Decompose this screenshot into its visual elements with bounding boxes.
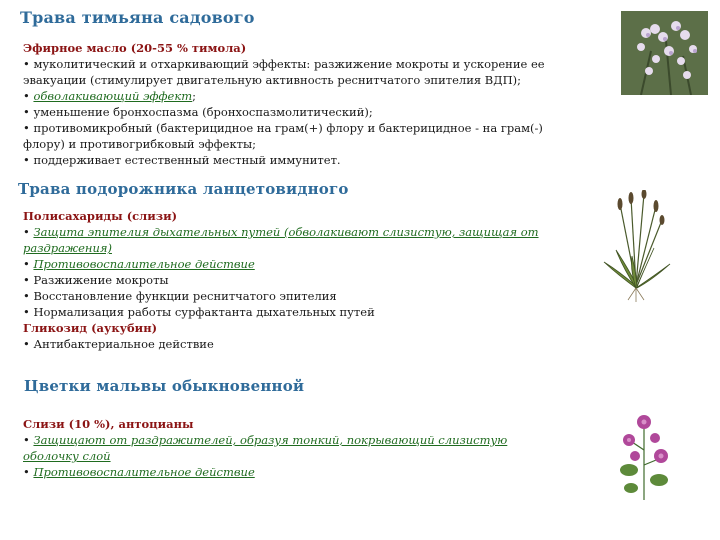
punct: ; (192, 89, 197, 103)
bullet: • (23, 433, 34, 447)
link-anti-inflammatory-2[interactable]: Противовоспалительное действие (33, 465, 255, 479)
link-epithelium-protection[interactable]: Защита эпителия дыхательных путей (обволакивают слизистую, защищая от (33, 225, 539, 239)
section-title-thyme: Трава тимьяна садового (20, 8, 255, 27)
list-item-cont (23, 448, 603, 464)
list-item (23, 224, 603, 240)
list-item (23, 256, 603, 272)
link-irritant-protection[interactable]: Защищают от раздражителей, образуя тонкий, покрывающий слизистую (33, 433, 508, 447)
thyme-photo (621, 11, 708, 95)
section-body-mallow (23, 416, 603, 480)
link-coating-effect[interactable]: обволакивающий эффект (33, 89, 193, 103)
link-epithelium-protection-cont[interactable]: раздражения) (23, 241, 112, 255)
section-title-mallow: Цветки мальвы обыкновенной (24, 377, 305, 395)
bullet: • (23, 89, 34, 103)
link-anti-inflammatory[interactable]: Противовоспалительное действие (33, 257, 255, 271)
list-item: • поддерживает естественный местный иммунитет. (23, 153, 341, 167)
list-item-cont (23, 240, 603, 256)
subtitle-mucus: Слизи (10 %), антоцианы (23, 417, 194, 431)
link-irritant-protection-cont[interactable]: оболочку слой (23, 449, 111, 463)
list-item (23, 464, 603, 480)
list-item: • противомикробный (бактерицидное на грам(+) флору и бактерицидное - на грам(-) (23, 121, 543, 135)
list-item: • Восстановление функции реснитчатого эпителия (23, 289, 337, 303)
plantain-illustration (598, 190, 674, 303)
list-item: • Нормализация работы сурфактанта дыхательных путей (23, 305, 375, 319)
list-item-cont: эвакуации (стимулирует двигательную активность реснитчатого эпителия ВДП); (23, 73, 521, 87)
list-item (23, 88, 603, 104)
list-item: • муколитический и отхаркивающий эффекты: разжижение мокроты и ускорение ее (23, 57, 545, 71)
list-item (23, 432, 603, 448)
subtitle-essential-oil: Эфирное масло (20-55 % тимола) (23, 41, 247, 55)
list-item-cont: флору) и противогрибковый эффекты; (23, 137, 257, 151)
bullet: • (23, 225, 34, 239)
bullet: • (23, 465, 34, 479)
section-title-plantain: Трава подорожника ланцетовидного (18, 180, 349, 198)
list-item: • Разжижение мокроты (23, 273, 169, 287)
mallow-illustration (617, 410, 671, 500)
bullet: • (23, 257, 34, 271)
subtitle-glycoside: Гликозид (аукубин) (23, 321, 158, 335)
section-body-thyme (23, 40, 603, 168)
subtitle-polysaccharides: Полисахариды (слизи) (23, 209, 178, 223)
section-body-plantain (23, 208, 603, 352)
list-item: • уменьшение бронхоспазма (бронхоспазмолитический); (23, 105, 373, 119)
list-item: • Антибактериальное действие (23, 337, 214, 351)
